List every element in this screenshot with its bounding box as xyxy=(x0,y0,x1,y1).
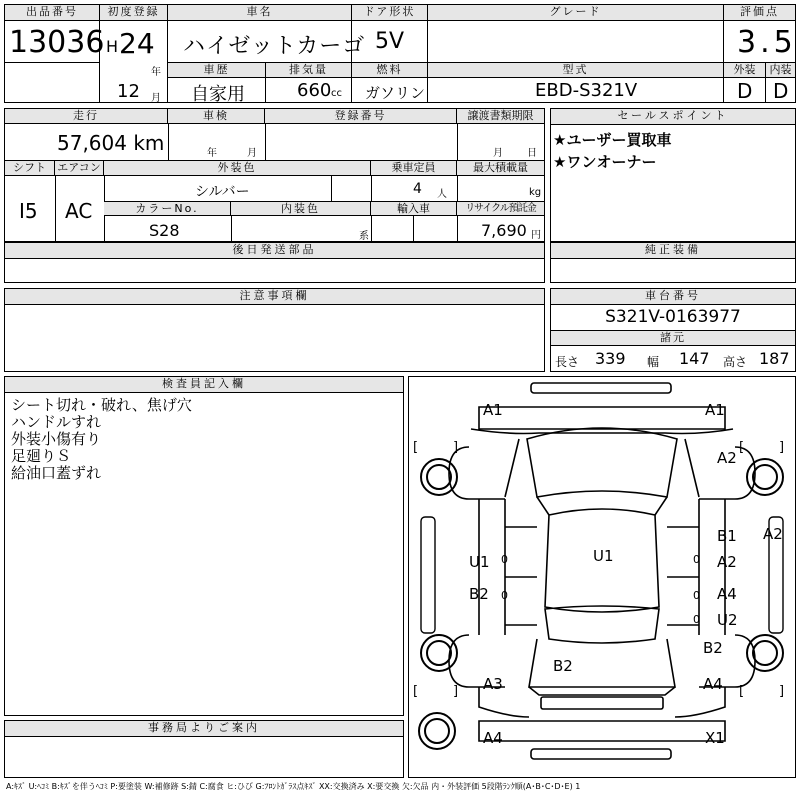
svg-text:]: ] xyxy=(779,440,785,455)
later-parts-label: 後日発送部品 xyxy=(5,243,544,259)
mark-right-rear-corner: A4 xyxy=(703,675,723,693)
car-name: ハイゼットカーゴ xyxy=(183,34,366,59)
first-registration-label: 初度登録 xyxy=(100,5,167,20)
header-block xyxy=(4,4,796,103)
later-parts-block xyxy=(4,242,545,283)
mark-left-rear-door: B2 xyxy=(469,585,489,603)
mark-right-rear-door-a: A4 xyxy=(717,585,737,603)
model: EBD-S321V xyxy=(535,80,638,101)
capacity: 4 xyxy=(413,181,422,197)
caution-label: 注意事項欄 xyxy=(5,289,544,305)
score-label: 評価点 xyxy=(724,5,795,20)
interior-label: 内装 xyxy=(766,63,795,77)
length-label: 長さ xyxy=(555,355,580,369)
inspector-note-1: シート切れ・破れ、焦げ穴 xyxy=(11,396,192,414)
int-color-unit: 系 xyxy=(359,231,369,242)
height-label: 高さ xyxy=(723,355,748,369)
recycle-unit: 円 xyxy=(531,230,541,241)
reg-year: 24 xyxy=(119,27,155,60)
svg-text:[: [ xyxy=(413,440,419,455)
mark-front-right: A1 xyxy=(705,401,725,419)
office-notes-block xyxy=(4,720,404,778)
caution-block xyxy=(4,288,545,372)
inspection-year-unit: 年 xyxy=(207,148,217,159)
exterior-label: 外装 xyxy=(724,63,765,77)
history: 自家用 xyxy=(191,84,245,105)
mark-rear-right: X1 xyxy=(705,729,725,747)
svg-text:0: 0 xyxy=(693,553,700,566)
displacement: 660 xyxy=(297,80,332,101)
width-label: 幅 xyxy=(647,355,660,369)
model-label: 型式 xyxy=(428,63,723,77)
sales-point-2: ★ワンオーナー xyxy=(553,153,657,171)
svg-text:0: 0 xyxy=(693,589,700,602)
month-unit: 月 xyxy=(151,93,161,104)
sales-points-label: セールスポイント xyxy=(551,109,795,125)
office-notes-label: 事務局よりご案内 xyxy=(5,721,403,737)
mark-roof: U1 xyxy=(593,547,614,565)
vehicle-details-block xyxy=(4,108,545,242)
car-name-label: 車名 xyxy=(168,5,351,20)
recycle-label: リサイクル預託金 xyxy=(457,202,544,216)
svg-text:]: ] xyxy=(453,440,459,455)
interior-rating: D xyxy=(773,79,789,103)
history-label: 車歴 xyxy=(168,63,265,77)
shift: I5 xyxy=(19,199,38,223)
mark-right-front-door-a: A2 xyxy=(717,553,737,571)
inspection-label: 車検 xyxy=(168,109,265,124)
inspector-notes-label: 検査員記入欄 xyxy=(5,377,403,393)
mark-rear-left: A4 xyxy=(483,729,503,747)
svg-text:0: 0 xyxy=(501,553,508,566)
inspector-notes-block xyxy=(4,376,404,716)
reg-month: 12 xyxy=(117,81,140,102)
lot-number-label: 出品番号 xyxy=(5,5,99,20)
mark-right-rear-door-u: U2 xyxy=(717,611,738,629)
sales-point-1: ★ユーザー買取車 xyxy=(553,131,672,149)
int-color-label: 内装色 xyxy=(231,202,371,216)
lot-number: 13036 xyxy=(9,25,105,60)
mark-left-front-door: U1 xyxy=(469,553,490,571)
svg-text:[: [ xyxy=(413,684,419,699)
mark-rear-floor: B2 xyxy=(553,657,573,675)
transfer-day-unit: 日 xyxy=(527,148,537,159)
shift-label: シフト xyxy=(5,161,55,176)
car-diagram-frame xyxy=(408,376,796,778)
ext-color-label: 外装色 xyxy=(104,161,371,176)
exterior-rating: D xyxy=(737,79,753,103)
legend-text: A:ｷｽﾞ U:ﾍｺﾐ B:ｷｽﾞを伴うﾍｺﾐ P:要塗装 W:補修跡 S:錆 C:腐食 ヒ:ひび G:ﾌﾛﾝﾄｶﾞﾗｽ点ｷｽﾞ XX:交換済み X:要交換 欠:欠品 内・外装評価 5段階ﾗﾝｸ順(A･B･C･D･E) 1 xyxy=(6,782,581,791)
door-type: 5V xyxy=(375,29,405,54)
svg-text:[: [ xyxy=(739,440,745,455)
era-letter: H xyxy=(106,37,119,56)
aircon-label: エアコン xyxy=(55,161,104,176)
reg-number-label: 登録番号 xyxy=(265,109,457,124)
color-no-label: カラーNo. xyxy=(104,202,231,216)
recycle-fee: 7,690 xyxy=(481,221,527,240)
fuel-label: 燃料 xyxy=(352,63,427,77)
transfer-doc-label: 譲渡書類期限 xyxy=(457,109,544,124)
max-load-unit: kg xyxy=(529,187,542,198)
transfer-month-unit: 月 xyxy=(493,148,503,159)
displacement-unit: cc xyxy=(331,88,342,99)
chassis-number: S321V-0163977 xyxy=(605,307,741,327)
inspector-note-2: ハンドルすれ xyxy=(11,413,102,431)
grade-label: グレード xyxy=(428,5,723,20)
mark-right-side-edge: A2 xyxy=(763,525,783,543)
score: 3.5 xyxy=(737,25,797,60)
chassis-block xyxy=(550,288,796,372)
displacement-label: 排気量 xyxy=(266,63,351,77)
aircon: AC xyxy=(65,199,93,223)
svg-text:]: ] xyxy=(779,684,785,699)
sales-points-block xyxy=(550,108,796,242)
mileage: 57,604 km xyxy=(57,131,165,155)
length: 339 xyxy=(595,349,626,368)
capacity-label: 乗車定員 xyxy=(371,161,457,176)
mark-right-front-door-b: B1 xyxy=(717,527,737,545)
mark-right-rear-fender: B2 xyxy=(703,639,723,657)
genuine-equipment-block xyxy=(550,242,796,283)
dims-label: 諸元 xyxy=(551,331,795,346)
svg-text:0: 0 xyxy=(501,589,508,602)
inspector-note-3: 外装小傷有り xyxy=(11,430,102,448)
height: 187 xyxy=(759,349,790,368)
color-no: S28 xyxy=(149,221,180,240)
capacity-unit: 人 xyxy=(437,189,447,200)
ext-color: シルバー xyxy=(195,184,250,200)
genuine-equipment-label: 純正装備 xyxy=(551,243,795,259)
chassis-label: 車台番号 xyxy=(551,289,795,305)
year-unit: 年 xyxy=(151,67,161,78)
fuel: ガソリン xyxy=(365,84,426,102)
inspection-month-unit: 月 xyxy=(247,148,257,159)
inspector-note-4: 足廻りＳ xyxy=(11,447,72,465)
mark-left-rear-fender: A3 xyxy=(483,675,503,693)
svg-text:0: 0 xyxy=(693,613,700,626)
inspector-note-5: 給油口蓋ずれ xyxy=(11,464,102,482)
max-load-label: 最大積載量 xyxy=(457,161,544,176)
mileage-label: 走行 xyxy=(5,109,168,124)
mark-front-left: A1 xyxy=(483,401,503,419)
door-type-label: ドア形状 xyxy=(352,5,427,20)
width: 147 xyxy=(679,349,710,368)
car-damage-diagram xyxy=(409,377,795,777)
svg-text:]: ] xyxy=(453,684,459,699)
import-label: 輸入車 xyxy=(371,202,457,216)
mark-right-front-fender: A2 xyxy=(717,449,737,467)
svg-text:[: [ xyxy=(739,684,745,699)
